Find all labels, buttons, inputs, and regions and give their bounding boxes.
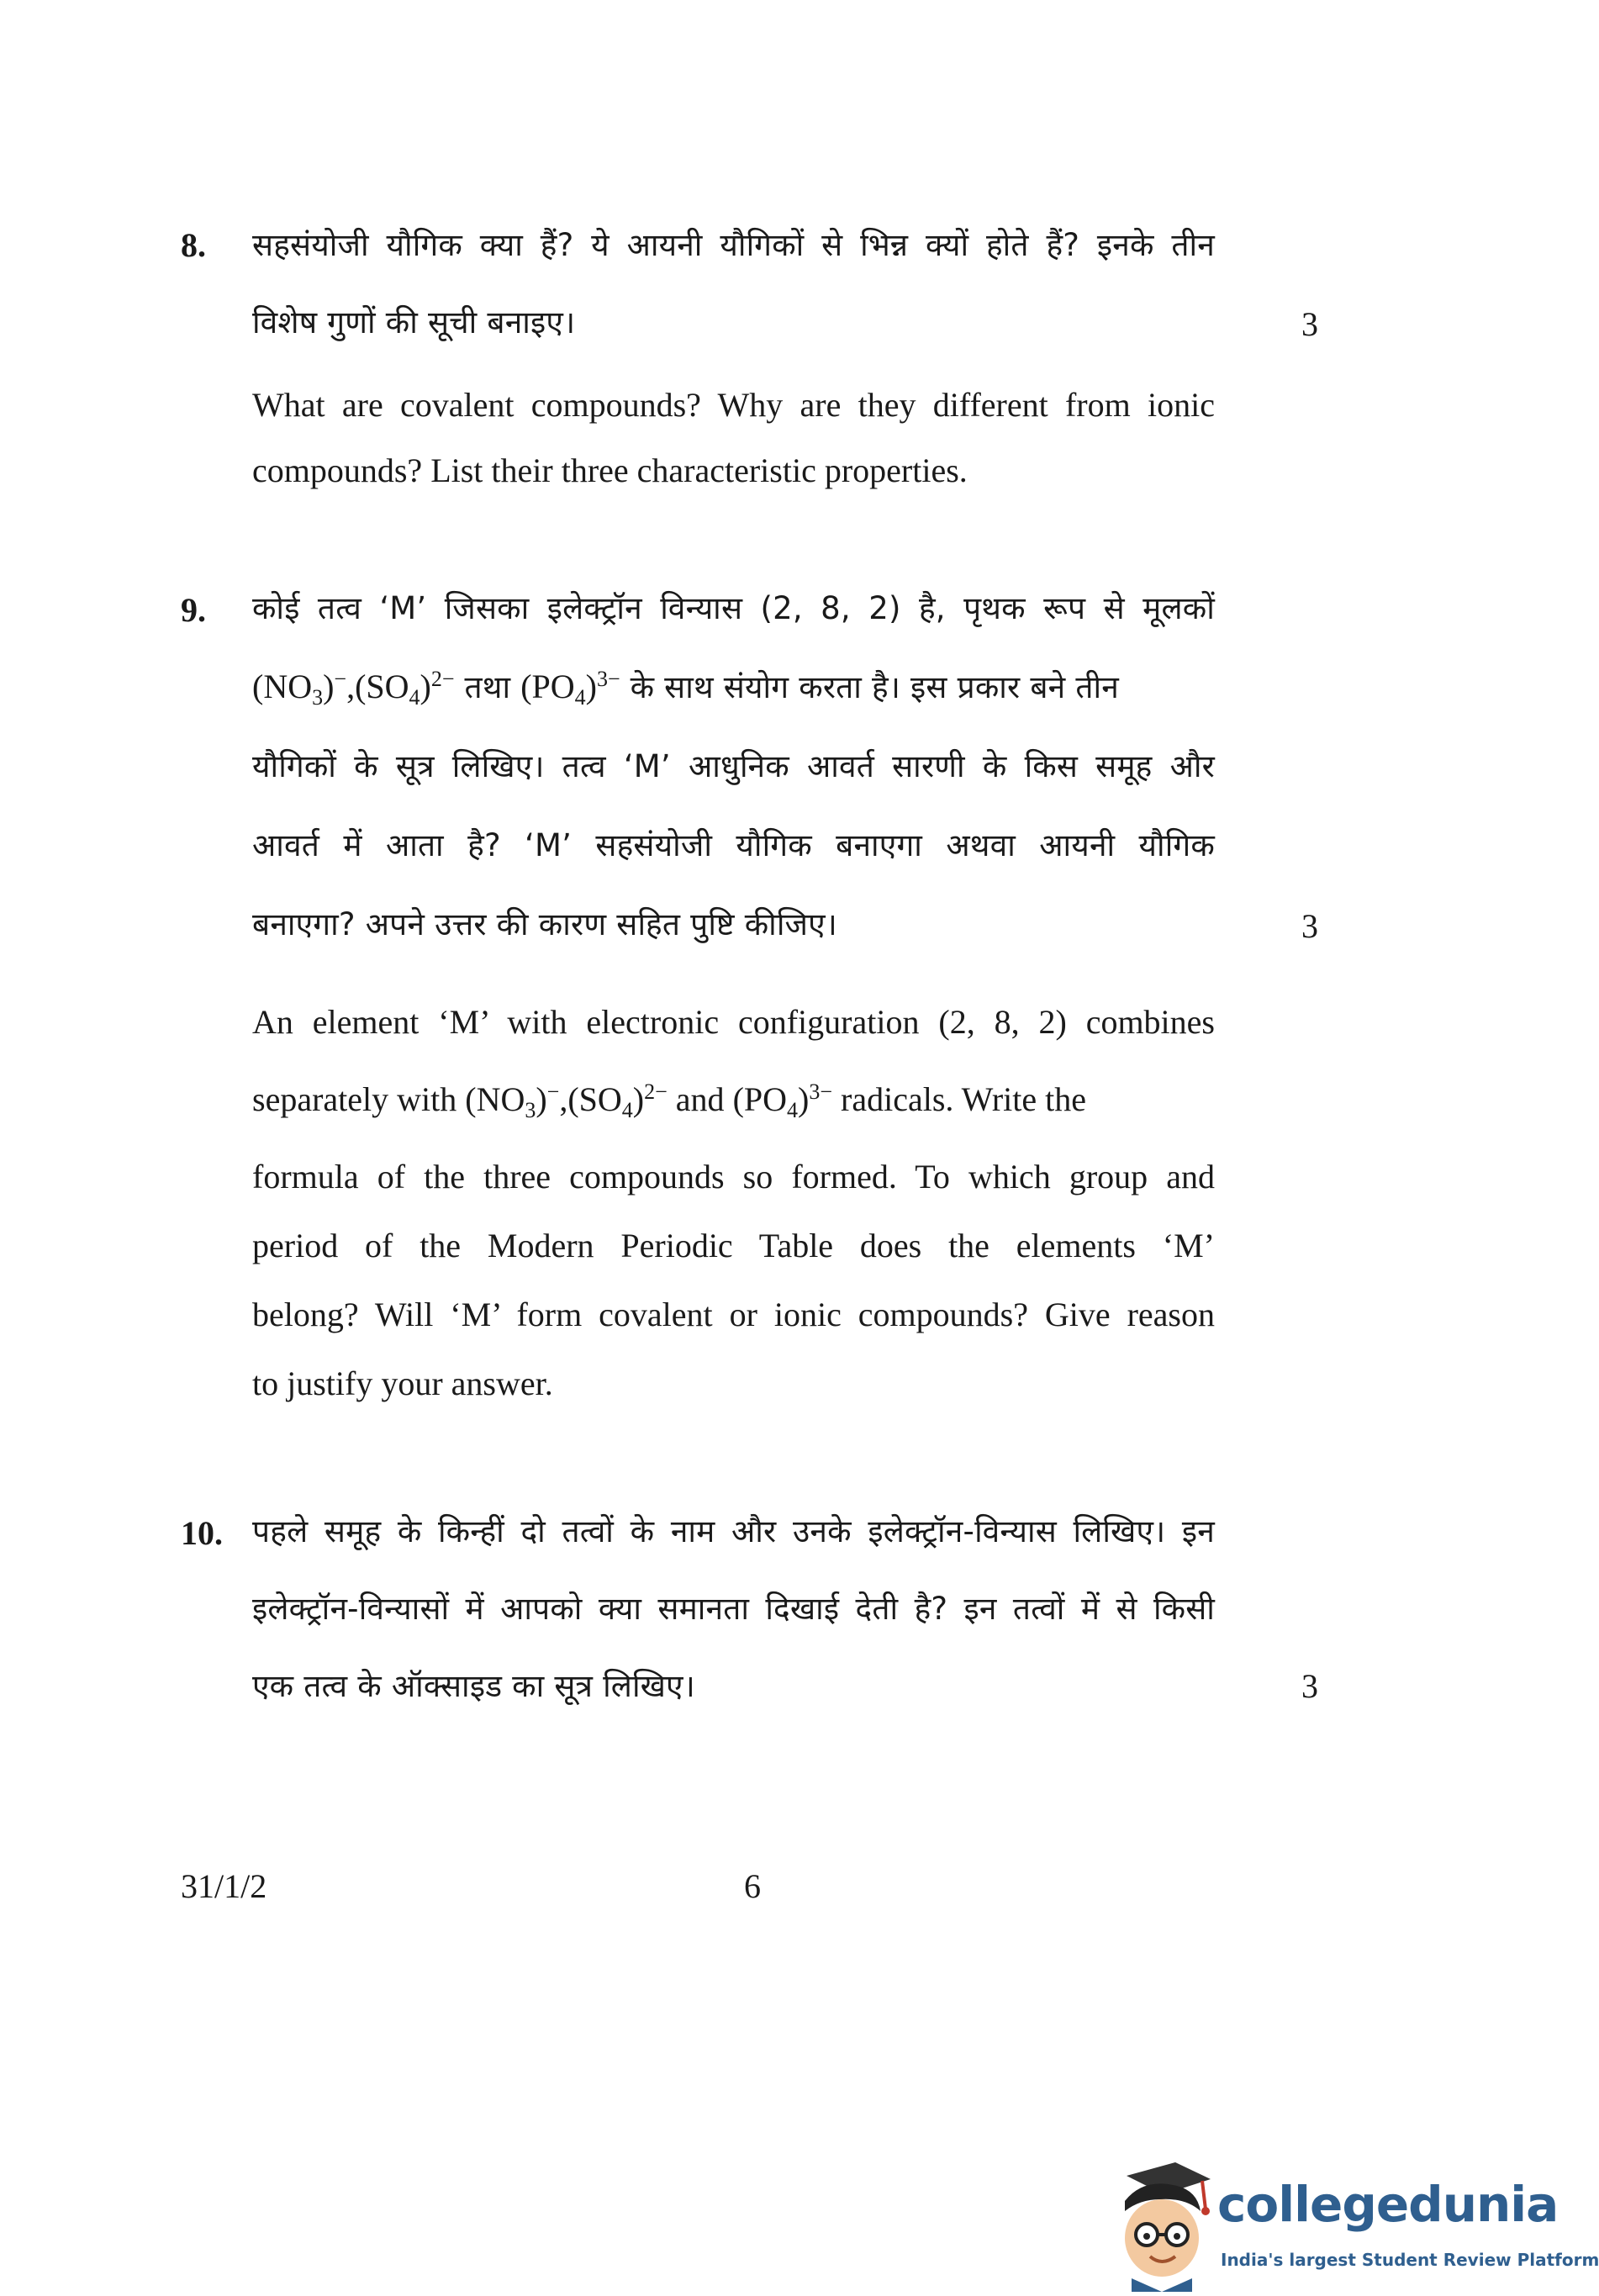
q8-english-line-1: What are covalent compounds? Why are they different from ionic [252,386,1215,424]
q9-english-line-1: An element ‘M’ with electronic configuration (2, 8, 2) combines [252,1003,1215,1041]
q10-hindi-line-2: इलेक्ट्रॉन-विन्यासों में आपको क्या समानता दिखाई देती है? इन तत्वों में से किसी [252,1591,1215,1627]
q9-english-line-3: formula of the three compounds so formed. To which group and [252,1158,1215,1196]
q8-english-line-2: compounds? List their three characteristic properties. [252,451,968,489]
question-10-number: 10. [181,1514,223,1552]
q9-english-line-4: period of the Modern Periodic Table does the elements ‘M’ [252,1227,1215,1264]
radical-so4: $,(SO_4)^{2-}$ [346,667,455,710]
q10-hindi-line-3: एक तत्व के ऑक्साइड का सूत्र लिखिए। [252,1668,695,1704]
q9-hindi-line-2: $(NO_3)^-,(SO_4)^{2-}$ तथा $(PO_4)^{3-}$ के साथ संयोग करता है। इस प्रकार बने तीन [252,667,1119,710]
question-8-marks: 3 [1301,305,1318,343]
q9-english-line-6: to justify your answer. [252,1364,553,1402]
paper-code: 31/1/2 [181,1867,267,1905]
brand-name: collegedunia [1217,2176,1559,2233]
q9-hindi-line-1: कोई तत्व ‘M’ जिसका इलेक्ट्रॉन विन्यास (2, 8, 2) है, पृथक रूप से मूलकों [252,590,1215,626]
question-9-number: 9. [181,591,206,629]
q9-hindi-line-3: यौगिकों के सूत्र लिखिए। तत्व ‘M’ आधुनिक आवर्त सारणी के किस समूह और [252,748,1215,784]
question-8-number: 8. [181,226,206,264]
question-10-marks: 3 [1301,1667,1318,1705]
q9-english-line-5: belong? Will ‘M’ form covalent or ionic compounds? Give reason [252,1296,1215,1333]
radical-no3: $(NO_3)^-$ [252,667,347,710]
q8-hindi-line-1: सहसंयोजी यौगिक क्या हैं? ये आयनी यौगिकों से भिन्न क्यों होते हैं? इनके तीन [252,227,1215,263]
page-number: 6 [744,1867,761,1905]
q9-hindi-line-4: आवर्त में आता है? ‘M’ सहसंयोजी यौगिक बनाएगा अथवा आयनी यौगिक [252,827,1215,863]
question-10-hindi [252,1508,1215,1740]
question-8-english [252,385,1215,516]
radical-so4-en: $,(SO_4)^{2-}$ [559,1079,668,1122]
q9-english-line-2: separately with $(NO_3)^-,(SO_4)^{2-}$ and $(PO_4)^{3-}$ radicals. Write the [252,1079,1086,1122]
question-9-marks: 3 [1301,907,1318,945]
q9-hindi-line-5: बनाएगा? अपने उत्तर की कारण सहित पुष्टि कीजिए। [252,906,838,942]
mascot-icon [1110,2161,1219,2292]
question-9-english [252,1002,1215,1433]
collegedunia-logo [1110,2161,1599,2292]
radical-no3-en: $(NO_3)^-$ [465,1079,560,1122]
radical-po4: $(PO_4)^{3-}$ [520,667,620,710]
question-9-hindi [252,585,1215,980]
q10-hindi-line-1: पहले समूह के किन्हीं दो तत्वों के नाम और उनके इलेक्ट्रॉन-विन्यास लिखिए। इन [252,1513,1215,1549]
q8-hindi-line-2: विशेष गुणों की सूची बनाइए। [252,304,576,340]
question-8-hindi [252,222,1215,377]
radical-po4-en: $(PO_4)^{3-}$ [732,1079,833,1122]
brand-tagline: India's largest Student Review Platform [1221,2250,1599,2270]
